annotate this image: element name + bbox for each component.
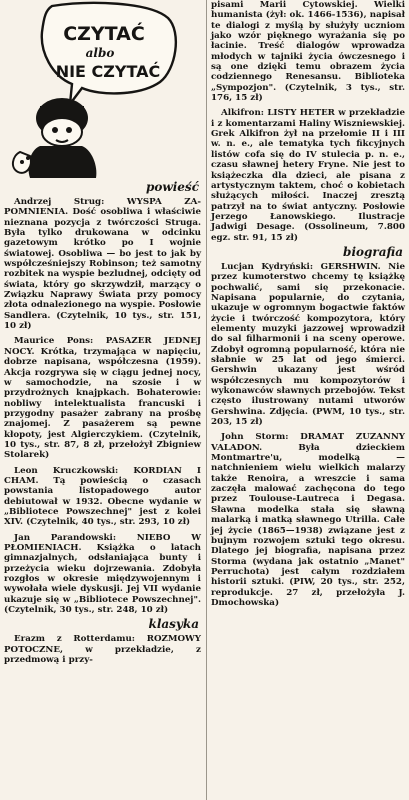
masthead-line-2: albo <box>85 46 115 60</box>
left-column <box>0 0 205 665</box>
masthead-line-3: NIE CZYTAĆ <box>55 62 161 81</box>
review-kydrynski: Lucjan Kydryński: GERSHWIN. Nie przez kumoterstwo chcemy tę książkę pochwalić, sami się przekonacie. Napisana popularnie, do czytania, ukazuje w ogromnym bogactwie faktów życie i twórczość kompozytora, który elementy muzyki jazzowej wprowadził do sal filharmonii i na sceny operowe. Zdobył ogromną popularność, która nie słabnie w 25 lat od jego śmierci. Gershwin ukazany jest wśród współczesnych mu kompozytorów i wykonawców sławnych przebojów. Tekst często ilustrowany nutami utworów Gershwina. Zdjęcia. (PWM, 10 tys., str. 203, 15 zł) <box>211 261 405 428</box>
right-column <box>207 0 409 608</box>
masthead-line-1: CZYTAĆ <box>63 23 145 45</box>
review-storm: John Storm: DRAMAT ZUZANNY VALADON. Była dzieckiem Montmartre'u, modelką — natchnieniem wielu wielkich malarzy także Renoira, a wreszcie i sama zaczęła malować zachęcona do tego przez Toulouse-Lautreca i Degasa. Sławna modelka stała się sławną malarką i matką sławnego Utrilla. Całe jej życie (1865—1938) związane jest z bujnym rozwojem sztuki tego okresu. Dlatego jej biografia, napisana przez Storma (wydana jak ostatnio „Manet" Perruchota) jest całym rozdziałem historii sztuki. (PIW, 20 tys., str. 252, reprodukcje. 27 zł, przełożyła J. Dmochowska) <box>211 432 405 608</box>
section-heading-biografia: biografia <box>343 244 403 259</box>
review-parandowski: Jan Parandowski: NIEBO W PŁOMIENIACH. Książka o latach gimnazjalnych, odsłaniająca bunty i przeżycia wieku dojrzewania. Zdobyła rozgłos w okresie międzywojennym i wywołała wiele dyskusji. Jej VII wydanie ukazuje się w „Bibliotece Powszechnej". (Czytelnik, 30 tys., str. 248, 10 zł) <box>4 532 201 616</box>
reader-cartoon-icon <box>0 0 205 178</box>
section-heading-powiesc: powieść <box>146 180 199 194</box>
review-kruczkowski: Leon Kruczkowski: KORDIAN I CHAM. Tą powieścią o czasach powstania listopadowego autor debiutował w 1932. Obecne wydanie w „Bibliotece Powszechnej" jest z kolei XIV. (Czytelnik, 40 tys., str. 293, 10 zł) <box>4 465 201 528</box>
review-erazm: Erazm z Rotterdamu: ROZMOWY POTOCZNE, w przekładzie, z przedmową i przy- <box>4 634 201 666</box>
review-erazm-continued: pisami Marii Cytowskiej. Wielki humanista (żył: ok. 1466-1536), napisał te dialogi z myślą by służyły uczniom jako wzór pięknego wyrażania się po łacinie. Treść dialogów wprowadza młodych w tajniki życia ówczesnego i są one dzięki temu obrazem życia codziennego Renesansu. Biblioteka „Sympozjon". (Czytelnik, 3 tys., str. 176, 15 zł) <box>211 0 405 104</box>
masthead-logo <box>0 0 205 178</box>
review-strug: Andrzej Strug: WYSPA ZA-POMNIENIA. Dość osobliwa i właściwie nieznana pozycja z twórczości Struga. Była tylko drukowana w odcinku gazetowym krótko po I wojnie światowej. Osobliwa — bo jest to jak by współcześniejszy Robinson; też samotny rozbitek na wyspie bezludnej, odcięty od świata, który go skrzywdził, marzący o Związku Naprawy Świata przy pomocy złota odnalezionego na wyspie. Posłowie Sandlera. (Czytelnik, 10 tys., str. 151, 10 zł) <box>4 197 201 332</box>
review-alkifron: Alkifron: LISTY HETER w przekładzie i z komentarzami Haliny Wiszniewskiej. Grek Alkifron żył na przełomie II i III w. n. e., ale tematyka tych fikcyjnych listów cofa się do IV stulecia p. n. e., czasu sławnej hetery Fryne. Nie jest to książeczka dla dzieci, ale pisana z artystycznym taktem, choć o kobietach służących miłości. Inaczej zresztą patrzył na to świat antyczny. Posłowie Jerzego Łanowskiego. Ilustracje Jadwigi Desage. (Ossolineum, 7.800 egz. str. 91, 15 zł) <box>211 108 405 243</box>
review-pons: Maurice Pons: PASAZER JEDNEJ NOCY. Krótka, trzymająca w napięciu, dobrze napisana, współczesna (1959). Akcja rozgrywa się w ciągu jednej nocy, w samochodzie, na szosie i w przydrożnych knajpkach. Bohaterowie: nobliwy intelektualista francuski i przygodny pasażer zabrany na prośbę znajomej. Z pasażerem są pewne kłopoty, jest Algierczykiem. (Czytelnik, 10 tys., str. 87, 8 zł, przełożył Zbigniew Stolarek) <box>4 336 201 461</box>
section-heading-klasyka: klasyka <box>148 617 199 632</box>
